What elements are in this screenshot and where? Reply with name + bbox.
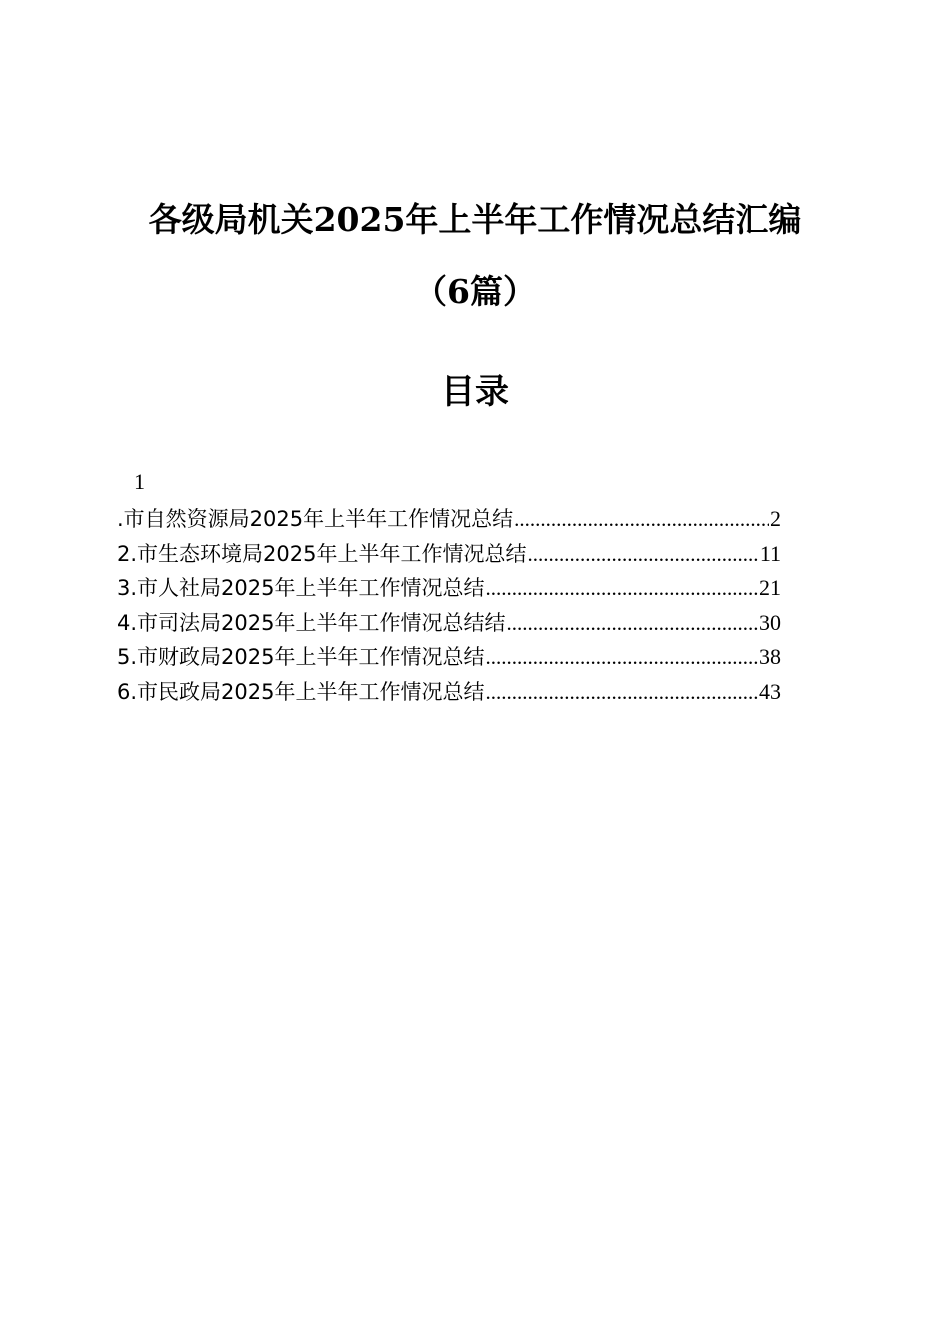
toc-entry-page: 21: [759, 575, 781, 601]
toc-entry[interactable]: [117, 640, 781, 675]
toc-entry-label: .市自然资源局2025年上半年工作情况总结: [117, 507, 514, 531]
toc-entry[interactable]: [117, 537, 781, 572]
toc-heading: 目录: [441, 372, 509, 412]
toc-entry[interactable]: [117, 502, 781, 537]
document-title: 各级局机关2025年上半年工作情况总结汇编: [148, 200, 802, 239]
toc-dot-leader: [514, 502, 769, 537]
toc-entry-page: 30: [759, 609, 781, 635]
toc-dot-leader: [506, 606, 758, 641]
toc-entry-page: 43: [759, 678, 781, 704]
toc-dot-leader: [527, 537, 758, 572]
toc-entry[interactable]: [117, 675, 781, 710]
toc-dot-leader: [485, 675, 758, 710]
toc-list: [117, 502, 781, 710]
toc-entry-label: 6.市民政局2025年上半年工作情况总结: [117, 679, 485, 704]
toc-dot-leader: [485, 571, 758, 606]
toc-entry-label: 5.市财政局2025年上半年工作情况总结: [117, 645, 485, 670]
toc-entry-label: 3.市人社局2025年上半年工作情况总结: [117, 576, 485, 601]
document-subtitle: （6篇）: [414, 272, 536, 311]
toc-entry[interactable]: [117, 606, 781, 641]
toc-entry-page: 38: [759, 644, 781, 670]
toc-stray-number: 1: [134, 469, 145, 494]
toc-entry-page: 2: [770, 506, 781, 531]
toc-entry-page: 11: [759, 540, 781, 566]
toc-dot-leader: [485, 640, 758, 675]
toc-entry-label: 2.市生态环境局2025年上半年工作情况总结: [117, 541, 527, 566]
toc-entry-label: 4.市司法局2025年上半年工作情况总结结: [117, 610, 506, 635]
toc-entry[interactable]: [117, 571, 781, 606]
